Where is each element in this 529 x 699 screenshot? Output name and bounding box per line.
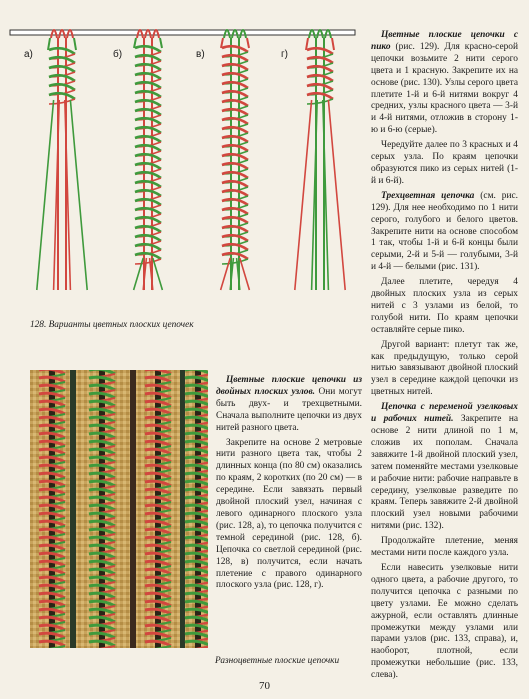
chain-b-knot bbox=[135, 163, 161, 169]
chain-v-knot bbox=[222, 64, 248, 70]
chain-b-knot bbox=[135, 46, 161, 52]
chain-b-knot bbox=[135, 55, 161, 61]
chain-b-knot bbox=[135, 172, 161, 178]
chain-g-loose-end bbox=[295, 100, 312, 290]
chain-b-knot bbox=[135, 208, 161, 214]
chain-b-working-thread bbox=[160, 38, 162, 48]
right-paragraph-2: Чередуйте далее по 3 красных и 4 серых узла. По краям цепочки образуются пико из серых нитей (1-й и 6-й). bbox=[371, 140, 518, 186]
middle-paragraph-2: Закрепите на основе 2 метровые нити разного цвета так, чтобы 2 длинных конца (по 80 см) оказались по краям, 2 коротких (по 20 см) — в середине. Если завязать первый двойной плоский узел, начиная с левого одинарного плоского узла (рис. 128, а), то цепочка получится с темной серединой (рис. 128, б). Цепочка со светлой серединой (рис. 128, в) получится, если начать плетение с правого одинарного плоского узла (рис. 128, г). bbox=[216, 437, 362, 591]
chain-v-knot bbox=[222, 100, 248, 106]
chain-v-working-thread bbox=[247, 38, 249, 48]
chain-v-knot bbox=[222, 118, 248, 124]
figure-128 bbox=[0, 0, 365, 300]
chain-b-knot bbox=[135, 109, 161, 115]
chain-v-knot bbox=[222, 172, 248, 178]
chain-b-loose-end bbox=[134, 258, 144, 290]
right-text-column bbox=[371, 30, 518, 685]
chain-b-knot bbox=[135, 82, 161, 88]
chain-v-knot bbox=[222, 109, 248, 115]
photo-colored-chains bbox=[30, 370, 208, 648]
chain-a-knot bbox=[49, 84, 75, 90]
chain-v-knot bbox=[222, 226, 248, 232]
chain-g-loose-end bbox=[328, 100, 345, 290]
chain-g-knot bbox=[307, 84, 333, 90]
chain-b-loose-end bbox=[153, 258, 163, 290]
chain-g-knot bbox=[307, 93, 333, 99]
chain-b-knot bbox=[135, 181, 161, 187]
chain-v-knot bbox=[222, 253, 248, 259]
chain-a-working-thread bbox=[74, 38, 76, 50]
chain-b-knot bbox=[135, 91, 161, 97]
right-paragraph-7: Продолжайте плетение, меняя местами нити после каждого узла. bbox=[371, 536, 518, 559]
chain-g-working-thread bbox=[306, 38, 308, 50]
chain-b-knot bbox=[135, 190, 161, 196]
right-paragraph-4: Далее плетите, чередуя 4 двойных плоских узла из серых нитей с 3 узлами из белой, то голубой нити. По краям цепочки оставляйте серые пико. bbox=[371, 277, 518, 335]
chain-v-knot bbox=[222, 91, 248, 97]
middle-paragraph-1: Цветные плоские цепочки из двойных плоских узлов. Они могут быть двух- и трехцветными. Сначала выполните цепочки из двух нитей разного цвета. bbox=[216, 375, 362, 433]
photo-chain-core bbox=[155, 370, 161, 648]
variant-label-a: а) bbox=[24, 49, 33, 60]
chain-v-knot bbox=[222, 190, 248, 196]
photo-chain-core bbox=[99, 370, 105, 648]
chain-b-knot bbox=[135, 73, 161, 79]
chain-v-knot bbox=[222, 181, 248, 187]
right-paragraph-6: Цепочка с переменой узелковых и рабочих нитей. Закрепите на основе 2 нити длиной по 1 м, сложив их пополам. Сначала завяжите 1-й двойной плоский узел, затем поменяйте местами узелковые и рабочие нити: рабочие направьте в середину, узелковые разведите по краям. Теперь завяжите 2-й двойной плоский узел новыми рабочими нитями (рис. 132). bbox=[371, 402, 519, 532]
chain-b-knot bbox=[135, 145, 161, 151]
chain-v-knot bbox=[222, 127, 248, 133]
variant-label-b: б) bbox=[113, 49, 123, 60]
chain-a-knot bbox=[49, 57, 75, 63]
chain-b-knot bbox=[135, 100, 161, 106]
variant-label-g: г) bbox=[281, 49, 288, 60]
right-paragraph-3: Трехцветная цепочка (см. рис. 129). Для нее необходимо по 1 нити серого, голубого и белого цветов. Закрепите нити на основе способом 1 так, чтобы 1-й и 6-й концы были серыми, 2-й и 5-й — голубыми, 3-й и 4-й — белыми (рис. 131). bbox=[371, 190, 518, 273]
chain-b-knot bbox=[135, 217, 161, 223]
chain-v-knot bbox=[222, 46, 248, 52]
chain-v-knot-back bbox=[222, 259, 248, 264]
chain-v-knot bbox=[222, 217, 248, 223]
photo-chain-core bbox=[49, 370, 55, 648]
chain-b-knot bbox=[135, 154, 161, 160]
chain-a-knot bbox=[49, 48, 75, 54]
chain-v-knot bbox=[222, 73, 248, 79]
chain-a-loose-end bbox=[37, 100, 54, 290]
chain-g-knot bbox=[307, 75, 333, 81]
chain-v-knot bbox=[222, 163, 248, 169]
right-paragraph-8: Если навесить узелковые нити одного цвета, а рабочие другого, то получится цепочка с разными по цвету узлами. Ее можно сделать ажурной, если оставлять длинные промежутки между узлами или парами узлов (рис. 133, справа), и, наоборот, плотной, если промежутки небольшие (рис. 133, слева). bbox=[371, 562, 518, 681]
chain-b-knot bbox=[135, 136, 161, 142]
chain-g-working-thread bbox=[332, 38, 334, 50]
chain-b-knot-back bbox=[135, 259, 161, 264]
chain-b-knot bbox=[135, 253, 161, 259]
chain-v-knot bbox=[222, 244, 248, 250]
chain-a-knot bbox=[49, 93, 75, 99]
page-number: 70 bbox=[259, 680, 270, 692]
chain-b-knot bbox=[135, 127, 161, 133]
photo-caption: Разноцветные плоские цепочки bbox=[215, 656, 340, 666]
figure-128-caption: 128. Варианты цветных плоских цепочек bbox=[30, 320, 194, 330]
chain-a-knot bbox=[49, 75, 75, 81]
chain-v-knot bbox=[222, 82, 248, 88]
photo-chain-core bbox=[195, 370, 201, 648]
chain-v-knot bbox=[222, 208, 248, 214]
chain-g-knot bbox=[307, 66, 333, 72]
chain-g-knot bbox=[307, 48, 333, 54]
chain-b-knot bbox=[135, 64, 161, 70]
chain-a-working-thread bbox=[48, 38, 50, 50]
chain-b-knot bbox=[135, 235, 161, 241]
figure-128-drawing bbox=[0, 0, 365, 300]
chain-v-knot bbox=[222, 136, 248, 142]
right-paragraph-5: Другой вариант: плетут так же, как предыдущую, только серой нитью завязывают двойной плоский узел в середине каждой цепочки из цветных нитей. bbox=[371, 339, 518, 398]
variant-label-v: в) bbox=[196, 49, 205, 60]
chain-a-knot bbox=[49, 66, 75, 72]
chain-v-knot bbox=[222, 199, 248, 205]
middle-text-column bbox=[216, 375, 362, 595]
chain-v-knot bbox=[222, 235, 248, 241]
chain-v-knot bbox=[222, 145, 248, 151]
chain-b-knot bbox=[135, 199, 161, 205]
chain-g-knot bbox=[307, 57, 333, 63]
chain-b-knot bbox=[135, 226, 161, 232]
chain-v-loose-end bbox=[240, 258, 250, 290]
photo-drawing bbox=[30, 370, 208, 648]
chain-b-knot bbox=[135, 244, 161, 250]
chain-a-loose-end bbox=[70, 100, 87, 290]
chain-v-loose-end bbox=[221, 258, 231, 290]
chain-v-knot bbox=[222, 154, 248, 160]
chain-b-knot bbox=[135, 118, 161, 124]
right-paragraph-1: Цветные плоские цепочки с пико (рис. 129). Для красно-серой цепочки возьмите 2 нити серого цвета и 1 красную. Закрепите их на основе (рис. 130). Узлы серого цвета плетите 1-й и 6-й нитями вокруг 4 средних, узлы красного цвета — 3-й и 4-й нитями, отложив в сторону 1-ю и 6-ю (серые). bbox=[371, 30, 519, 136]
chain-v-knot bbox=[222, 55, 248, 61]
